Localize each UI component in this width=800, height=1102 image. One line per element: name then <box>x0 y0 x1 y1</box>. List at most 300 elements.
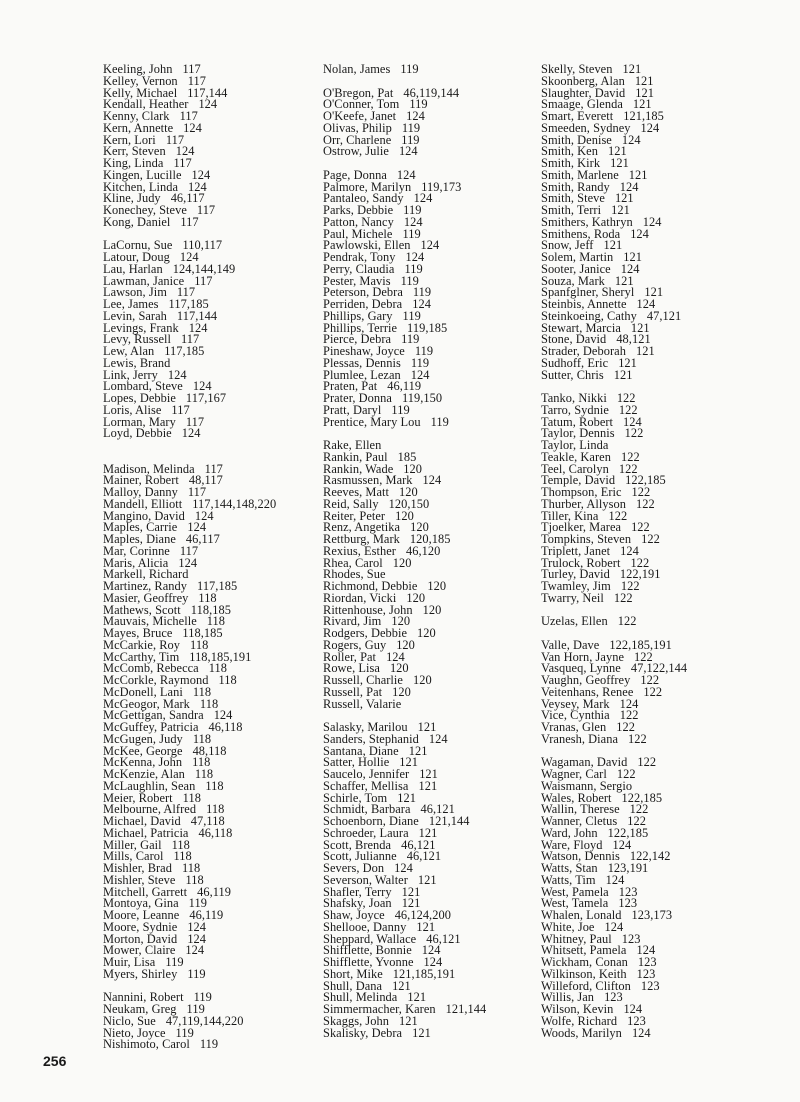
entry-pages: 117 <box>165 132 185 147</box>
entry-name: Renz, Angetika <box>323 520 401 535</box>
entry-name: Michael, Patricia <box>103 825 189 840</box>
entry-name: McLaughlin, Sean <box>103 778 196 793</box>
entry-name: McGeogor, Mark <box>103 696 190 711</box>
entry-name: Twamley, Jim <box>541 579 611 593</box>
entry-name: Lawson, Jim <box>103 285 167 300</box>
entry-name: Veysey, Mark <box>541 696 610 711</box>
entry-pages: 121 <box>644 285 664 300</box>
entry-name: Thurber, Allyson <box>541 496 626 511</box>
entry-name: Vasqueq, Lynne <box>541 661 621 676</box>
entry-name: Mitchell, Garrett <box>103 884 188 899</box>
index-entry <box>323 1025 523 1040</box>
entry-pages: 119 <box>414 344 434 358</box>
entry-name: Slaughter, David <box>541 85 626 100</box>
entry-name: Reeves, Matt <box>323 485 389 499</box>
entry-pages: 124 <box>630 226 649 241</box>
entry-name: White, Joe <box>541 919 595 934</box>
entry-name: Severson, Walter <box>323 872 408 887</box>
entry-name: Vaughn, Geoffrey <box>541 673 631 687</box>
entry-name: Smith, Marlene <box>541 167 619 182</box>
entry-name: Shifflette, Yvonne <box>323 955 414 969</box>
entry-name: Levin, Sarah <box>103 308 167 323</box>
entry-pages: 117 <box>179 109 198 123</box>
entry-pages: 124 <box>636 297 656 311</box>
index-entry <box>541 616 791 628</box>
entry-name: Praten, Pat <box>323 379 378 394</box>
entry-name: LaCornu, Sue <box>103 238 173 253</box>
entry-name: Pratt, Daryl <box>323 402 382 417</box>
entry-pages: 185 <box>397 449 417 464</box>
entry-pages: 117 <box>187 485 207 499</box>
entry-pages: 123 <box>618 884 638 899</box>
entry-name: Rhea, Carol <box>323 555 383 570</box>
entry-name: Kline, Judy <box>103 191 161 206</box>
entry-pages: 124 <box>422 473 442 488</box>
entry-name: Waismann, Sergio <box>541 778 633 793</box>
entry-name: McComb, Rebecca <box>103 661 199 676</box>
entry-name: Michael, David <box>103 814 181 828</box>
entry-name: Loyd, Debbie <box>103 426 172 441</box>
entry-name: Shafler, Terry <box>323 884 392 899</box>
entry-pages: 119 <box>410 355 430 370</box>
entry-pages: 124 <box>640 120 660 135</box>
entry-pages: 124 <box>421 943 441 958</box>
entry-name: Stone, David <box>541 332 607 347</box>
entry-pages: 122,185,191 <box>609 637 672 652</box>
entry-name: Simmermacher, Karen <box>323 1002 436 1016</box>
entry-pages: 121 <box>416 919 436 934</box>
entry-pages: 124 <box>604 919 624 934</box>
entry-name: Rankin, Wade <box>323 461 394 476</box>
entry-name: Schroeder, Laura <box>323 825 409 840</box>
entry-name: Scott, Julianne <box>323 849 397 864</box>
entry-pages: 121 <box>635 85 655 100</box>
entry-name: Reiter, Peter <box>323 508 386 523</box>
entry-name: West, Tamela <box>541 896 609 911</box>
entry-pages: 119 <box>409 97 428 112</box>
entry-name: Rake, Ellen <box>323 438 382 452</box>
entry-pages: 121 <box>635 344 655 358</box>
entry-pages: 121 <box>618 355 637 370</box>
entry-pages: 124 <box>188 320 208 335</box>
entry-pages: 122 <box>640 673 660 687</box>
entry-pages: 122 <box>628 731 647 746</box>
entry-name: Skelly, Steven <box>541 62 613 76</box>
entry-pages: 120 <box>427 579 447 593</box>
entry-name: Pester, Mavis <box>323 273 391 288</box>
entry-name: Wagaman, David <box>541 755 628 770</box>
entry-pages: 122,142 <box>629 849 671 864</box>
entry-pages: 119 <box>402 226 421 241</box>
entry-pages: 123 <box>604 990 623 1005</box>
entry-pages: 122 <box>627 814 647 828</box>
entry-name: Tatum, Robert <box>541 414 614 429</box>
entry-pages: 124 <box>394 861 413 875</box>
entry-name: Turley, David <box>541 567 610 582</box>
entry-name: Skoonberg, Alan <box>541 73 625 88</box>
entry-pages: 117 <box>196 203 216 217</box>
entry-name: McKenzie, Alan <box>103 767 185 781</box>
index-entry <box>323 696 523 711</box>
entry-name: Mower, Claire <box>103 943 176 958</box>
entry-pages: 117,167 <box>185 391 227 405</box>
entry-name: Madison, Melinda <box>103 461 195 476</box>
entry-pages: 118 <box>192 755 211 770</box>
entry-name: McKenna, John <box>103 755 183 770</box>
entry-pages: 121 <box>418 778 438 793</box>
entry-name: Whalen, Lonald <box>541 908 622 922</box>
entry-pages: 118 <box>192 684 212 699</box>
entry-pages: 46,121 <box>401 837 436 852</box>
entry-name: Lee, James <box>103 297 159 311</box>
entry-pages: 123,191 <box>607 861 649 875</box>
entry-pages: 124 <box>181 426 201 441</box>
entry-pages: 122 <box>635 496 655 511</box>
entry-pages: 117 <box>180 214 199 229</box>
entry-pages: 121 <box>623 250 642 264</box>
entry-pages: 48,117 <box>188 473 223 488</box>
entry-name: Mills, Carol <box>103 849 164 864</box>
entry-name: Wilson, Kevin <box>541 1002 614 1016</box>
entry-name: Steinkoeing, Cathy <box>541 308 637 323</box>
entry-name: Mayes, Bruce <box>103 626 173 640</box>
entry-name: Pineshaw, Joyce <box>323 344 405 358</box>
entry-name: Mangino, David <box>103 508 185 523</box>
index-column-1 <box>103 64 303 1051</box>
entry-name: Nieto, Joyce <box>103 1025 166 1040</box>
entry-name: Veitenhans, Renee <box>541 684 634 699</box>
entry-pages: 120 <box>395 508 414 523</box>
entry-pages: 118 <box>198 590 217 605</box>
entry-name: McDonell, Lani <box>103 684 183 699</box>
entry-pages: 46,117 <box>185 532 220 546</box>
entry-pages: 47,122,144 <box>630 661 688 676</box>
entry-name: Tanko, Nikki <box>541 391 607 405</box>
entry-name: Latour, Doug <box>103 250 170 264</box>
entry-pages: 118,185 <box>190 602 231 617</box>
entry-pages: 123 <box>621 931 641 946</box>
entry-pages: 117,144 <box>187 85 228 100</box>
entry-pages: 121 <box>392 978 411 993</box>
entry-name: Schaffer, Mellisa <box>323 778 409 793</box>
entry-name: Schirle, Tom <box>323 790 388 805</box>
entry-name: Nishimoto, Carol <box>103 1037 190 1052</box>
entry-name: O'Bregon, Pat <box>323 85 394 100</box>
entry-name: Maples, Diane <box>103 532 176 546</box>
entry-pages: 124 <box>167 367 187 382</box>
entry-pages: 122 <box>634 649 653 664</box>
entry-pages: 122 <box>629 802 649 817</box>
index-entry <box>323 146 523 158</box>
entry-name: Tjoelker, Marea <box>541 520 622 535</box>
entry-name: Russell, Valarie <box>323 696 402 711</box>
entry-pages: 117 <box>179 543 199 558</box>
entry-pages: 121 <box>397 790 416 805</box>
entry-name: Spanfglner, Sheryl <box>541 285 635 300</box>
index-entry <box>541 367 791 382</box>
entry-pages: 121 <box>603 238 623 253</box>
entry-pages: 46,119 <box>189 908 224 922</box>
entry-name: Shaw, Joyce <box>323 908 385 922</box>
entry-name: Shifflette, Bonnie <box>323 943 412 958</box>
entry-pages: 120 <box>398 485 418 499</box>
entry-name: Lew, Alan <box>103 344 155 358</box>
entry-pages: 119,150 <box>401 391 443 405</box>
entry-name: Smaage, Glenda <box>541 97 623 112</box>
entry-name: McCorkle, Raymond <box>103 673 209 687</box>
entry-pages: 124 <box>412 297 431 311</box>
index-column-3 <box>541 64 791 1039</box>
entry-pages: 119 <box>199 1037 219 1052</box>
entry-pages: 124 <box>187 520 207 535</box>
entry-pages: 118,185,191 <box>189 649 252 664</box>
entry-name: Smith, Kirk <box>541 156 601 170</box>
entry-pages: 46,121 <box>406 849 442 864</box>
section-gap <box>103 440 303 452</box>
entry-name: Mar, Corinne <box>103 543 170 558</box>
entry-pages: 117 <box>181 332 200 347</box>
entry-pages: 122 <box>616 767 636 781</box>
entry-pages: 124 <box>403 214 423 229</box>
entry-pages: 122 <box>624 426 644 441</box>
entry-pages: 121,185 <box>623 109 664 123</box>
entry-pages: 117,185 <box>164 344 205 358</box>
entry-pages: 124 <box>410 367 430 382</box>
entry-name: Willeford, Clifton <box>541 978 631 993</box>
entry-pages: 119,173 <box>421 179 462 194</box>
entry-pages: 117 <box>194 273 213 288</box>
entry-pages: 124 <box>636 943 656 958</box>
entry-name: Wolfe, Richard <box>541 1013 618 1028</box>
entry-pages: 124 <box>386 649 405 664</box>
entry-pages: 119 <box>391 402 410 417</box>
entry-pages: 117,144 <box>176 308 218 323</box>
entry-pages: 122,191 <box>619 567 661 582</box>
entry-pages: 120 <box>410 520 429 535</box>
entry-pages: 121 <box>614 191 634 206</box>
entry-pages: 46,119 <box>197 884 232 899</box>
entry-name: Tarro, Sydnie <box>541 402 609 417</box>
entry-name: Lawman, Janice <box>103 273 185 288</box>
entry-name: Pierce, Debra <box>323 332 392 347</box>
entry-pages: 121 <box>412 1025 431 1040</box>
entry-pages: 124,144,149 <box>172 261 236 276</box>
entry-pages: 118,185 <box>182 626 223 640</box>
entry-pages: 123 <box>636 966 656 981</box>
entry-name: Rettburg, Mark <box>323 532 400 546</box>
entry-pages: 119 <box>401 120 421 135</box>
entry-pages: 119 <box>430 414 449 429</box>
entry-name: Maples, Carrie <box>103 520 178 535</box>
entry-name: Salasky, Marilou <box>323 720 408 734</box>
entry-pages: 119 <box>400 62 419 76</box>
entry-pages: 119 <box>186 1002 205 1016</box>
entry-name: Peterson, Debra <box>323 285 403 300</box>
entry-name: Teel, Carolyn <box>541 461 609 476</box>
entry-pages: 122 <box>631 520 650 535</box>
entry-name: Wilkinson, Keith <box>541 966 627 981</box>
entry-pages: 124 <box>187 919 207 934</box>
entry-name: Olivas, Philip <box>323 120 392 135</box>
entry-name: Maris, Alicia <box>103 555 169 570</box>
entry-name: Plumlee, Lezan <box>323 367 401 382</box>
entry-name: Martinez, Randy <box>103 579 188 593</box>
entry-name: Schoenborn, Diane <box>323 814 419 828</box>
entry-pages: 46,118 <box>198 825 233 840</box>
entry-name: Vranesh, Diana <box>541 731 619 746</box>
index-entry <box>541 590 791 605</box>
entry-name: Kitchen, Linda <box>103 179 179 194</box>
entry-name: Rivard, Jim <box>323 614 382 629</box>
entry-pages: 122 <box>608 508 628 523</box>
entry-name: Strader, Deborah <box>541 344 626 358</box>
entry-pages: 48,121 <box>616 332 651 347</box>
entry-name: Neukam, Greg <box>103 1002 177 1016</box>
entry-pages: 118 <box>171 837 190 852</box>
entry-pages: 120 <box>417 626 436 640</box>
entry-pages: 124 <box>420 238 440 253</box>
entry-name: King, Linda <box>103 156 164 170</box>
entry-name: Rankin, Paul <box>323 449 388 464</box>
entry-pages: 117 <box>173 156 192 170</box>
entry-name: Miller, Gail <box>103 837 162 852</box>
entry-name: Smeeden, Sydney <box>541 120 631 135</box>
entry-name: Sheppard, Wallace <box>323 931 417 946</box>
entry-name: Smith, Steve <box>541 191 605 206</box>
entry-pages: 121 <box>419 767 438 781</box>
entry-name: McKee, George <box>103 743 183 758</box>
entry-pages: 121 <box>610 156 629 170</box>
entry-pages: 124 <box>405 250 425 264</box>
entry-name: Smith, Randy <box>541 179 610 194</box>
entry-name: Richmond, Debbie <box>323 579 418 593</box>
entry-pages: 124 <box>605 872 625 887</box>
entry-pages: 121 <box>401 896 421 911</box>
entry-pages: 118 <box>185 872 204 887</box>
entry-name: McGugen, Judy <box>103 731 183 746</box>
entry-name: Phillips, Terrie <box>323 320 398 335</box>
entry-name: Smithens, Roda <box>541 226 621 241</box>
index-entry <box>103 1039 303 1051</box>
entry-pages: 124 <box>396 167 416 182</box>
entry-pages: 46,119 <box>387 379 422 394</box>
entry-name: Mathews, Scott <box>103 602 181 617</box>
entry-pages: 121 <box>634 73 654 88</box>
entry-pages: 122 <box>631 485 651 499</box>
entry-name: Smith, Ken <box>541 144 598 159</box>
entry-pages: 117 <box>185 414 205 429</box>
entry-pages: 119 <box>175 1025 194 1040</box>
entry-name: Kelly, Michael <box>103 85 178 100</box>
entry-name: Short, Mike <box>323 966 383 981</box>
entry-pages: 118 <box>181 861 201 875</box>
entry-name: Muir, Lisa <box>103 955 156 969</box>
entry-pages: 124 <box>620 261 640 276</box>
entry-pages: 120,185 <box>409 532 451 546</box>
entry-pages: 124 <box>194 508 214 523</box>
entry-pages: 124 <box>612 837 632 852</box>
entry-pages: 123 <box>637 955 657 969</box>
index-entry <box>103 214 303 229</box>
entry-pages: 120 <box>392 555 412 570</box>
entry-name: Loris, Alise <box>103 402 162 417</box>
entry-name: Kendall, Heather <box>103 97 189 112</box>
entry-name: Page, Donna <box>323 167 387 182</box>
entry-pages: 122 <box>618 461 638 476</box>
entry-name: O'Keefe, Janet <box>323 109 397 123</box>
entry-name: Riordan, Vicki <box>323 590 397 605</box>
entry-pages: 121 <box>417 872 437 887</box>
entry-pages: 122 <box>616 720 635 734</box>
entry-pages: 124 <box>185 943 205 958</box>
entry-name: Sooter, Janice <box>541 261 611 276</box>
entry-name: Shull, Melinda <box>323 990 398 1005</box>
entry-pages: 117 <box>187 73 206 88</box>
entry-pages: 124 <box>192 379 212 394</box>
entry-pages: 118 <box>173 849 192 864</box>
entry-name: Nolan, James <box>323 62 391 76</box>
entry-name: Reid, Sally <box>323 496 379 511</box>
entry-pages: 124 <box>619 179 639 194</box>
entry-name: Sanders, Stephanid <box>323 731 419 746</box>
entry-pages: 121 <box>399 755 419 770</box>
entry-pages: 121 <box>628 167 648 182</box>
entry-name: Konechey, Steve <box>103 203 187 217</box>
entry-pages: 118 <box>190 637 209 652</box>
entry-name: Temple, David <box>541 473 616 488</box>
entry-pages: 122 <box>617 614 637 629</box>
entry-name: Prater, Donna <box>323 391 392 405</box>
entry-pages: 124 <box>642 214 662 229</box>
entry-name: McGuffey, Patricia <box>103 720 199 734</box>
entry-pages: 117,185 <box>197 579 238 593</box>
entry-pages: 121 <box>401 884 421 899</box>
entry-pages: 121 <box>613 367 633 382</box>
entry-name: Twarry, Neil <box>541 590 604 605</box>
entry-name: Mainer, Robert <box>103 473 179 488</box>
entry-name: Moore, Leanne <box>103 908 180 922</box>
entry-name: Solem, Martin <box>541 250 614 264</box>
entry-pages: 120 <box>412 673 432 687</box>
entry-name: Mishler, Brad <box>103 861 172 875</box>
index-entry <box>323 414 523 429</box>
entry-name: Rowe, Lisa <box>323 661 380 676</box>
entry-name: Pendrak, Tony <box>323 250 396 264</box>
entry-name: Lau, Harlan <box>103 261 163 276</box>
entry-pages: 124 <box>183 120 202 135</box>
entry-name: Smithers, Kathryn <box>541 214 633 229</box>
entry-pages: 124 <box>620 543 639 558</box>
entry-pages: 119 <box>165 955 184 969</box>
entry-pages: 121 <box>622 62 642 76</box>
entry-pages: 118 <box>205 778 224 793</box>
entry-pages: 47,118 <box>190 814 225 828</box>
entry-pages: 48,118 <box>192 743 227 758</box>
entry-name: Kern, Annette <box>103 120 174 135</box>
entry-pages: 118 <box>206 614 226 629</box>
entry-pages: 119 <box>400 273 419 288</box>
entry-name: Levy, Russell <box>103 332 171 347</box>
entry-pages: 124 <box>188 179 207 194</box>
entry-pages: 46,117 <box>170 191 205 206</box>
entry-name: Wagner, Carl <box>541 767 607 781</box>
entry-name: Kong, Daniel <box>103 214 171 229</box>
entry-name: Watts, Stan <box>541 861 598 875</box>
entry-pages: 119 <box>404 261 423 276</box>
entry-name: Sudhoff, Eric <box>541 355 609 370</box>
entry-name: Orr, Charlene <box>323 132 392 147</box>
entry-name: Lopes, Debbie <box>103 391 176 405</box>
